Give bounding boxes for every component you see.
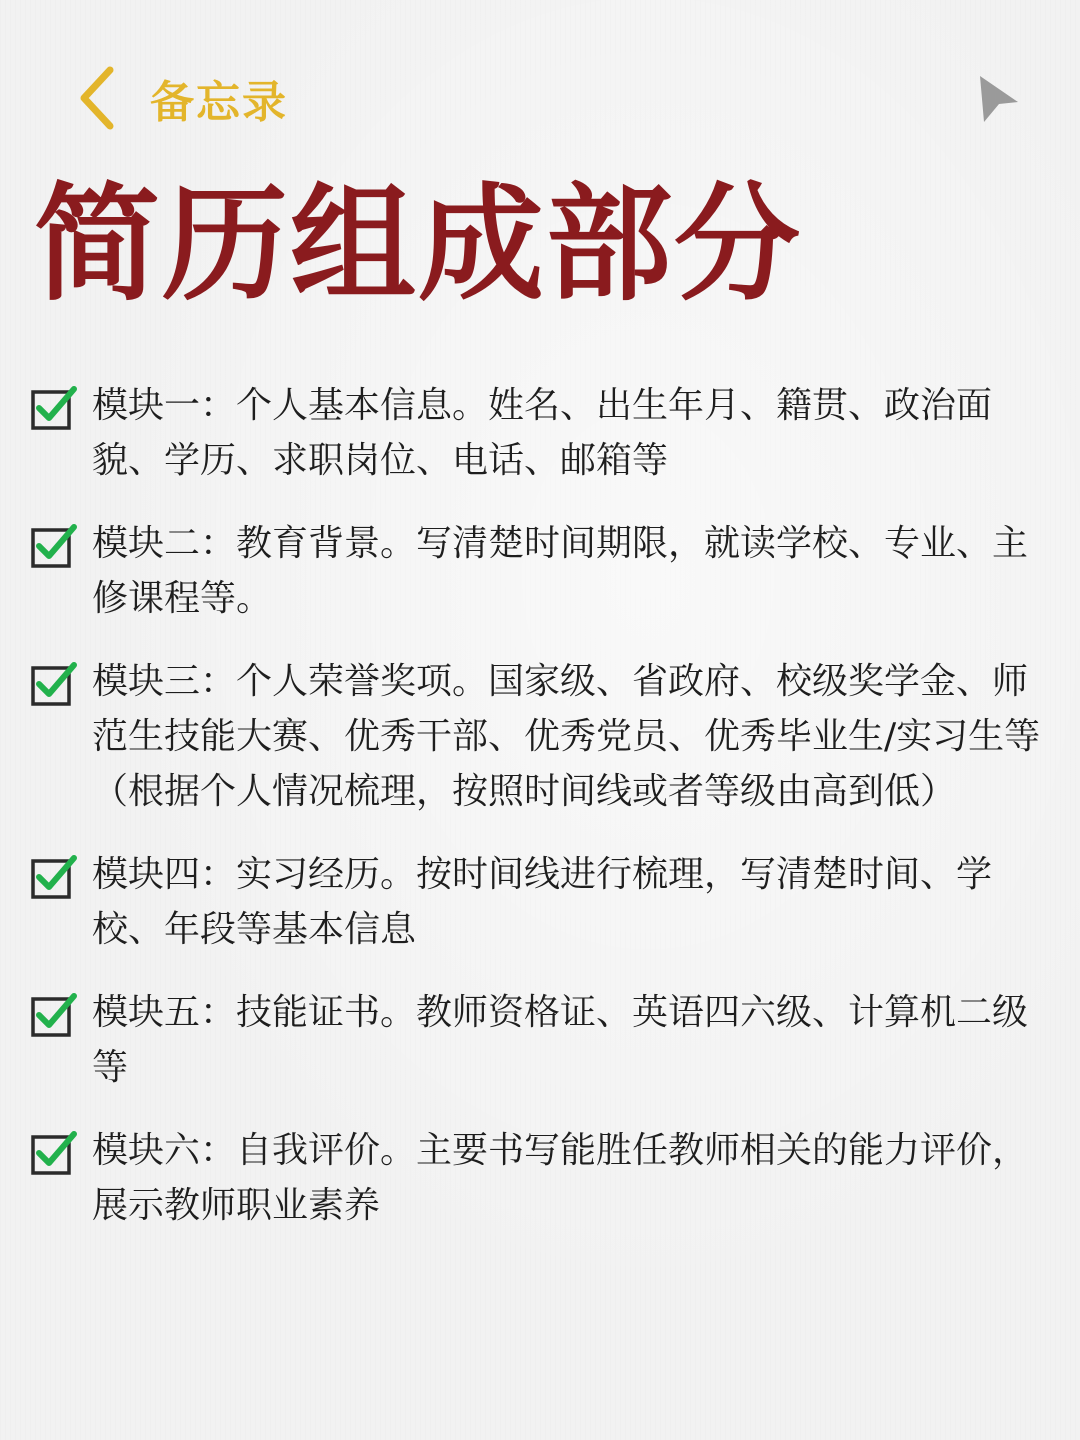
- list-item-module-6: [0, 1123, 1080, 1233]
- module-list: [0, 378, 1080, 1261]
- list-item-module-4: [0, 847, 1080, 957]
- checkbox-checked-icon: [30, 522, 78, 570]
- list-item-module-2: [0, 516, 1080, 626]
- list-item-text: 模块四：实习经历。按时间线进行梳理，写清楚时间、学校、年段等基本信息: [92, 854, 993, 950]
- back-button-label: 备忘录: [150, 77, 288, 128]
- checkbox-checked-icon: [30, 991, 78, 1039]
- list-item-text: 模块五：技能证书。教师资格证、英语四六级、计算机二级等: [92, 992, 1029, 1088]
- list-item-module-3: [0, 654, 1080, 819]
- share-arrow-icon[interactable]: [972, 72, 1024, 128]
- list-item-text: 模块三：个人荣誉奖项。国家级、省政府、校级奖学金、师范生技能大赛、优秀干部、优秀党员、优秀毕业生/实习生等（根据个人情况梳理，按照时间线或者等级由高到低）: [92, 661, 1041, 812]
- list-item-module-1: [0, 378, 1080, 488]
- list-item-module-5: [0, 985, 1080, 1095]
- chevron-left-icon: [70, 64, 126, 132]
- list-item-text: 模块二：教育背景。写清楚时间期限，就读学校、专业、主修课程等。: [92, 523, 1029, 619]
- back-button[interactable]: [70, 64, 300, 132]
- checkbox-checked-icon: [30, 660, 78, 708]
- page-title: 简历组成部分: [34, 171, 802, 318]
- top-nav-bar: [0, 60, 1080, 140]
- list-item-text: 模块一：个人基本信息。姓名、出生年月、籍贯、政治面貌、学历、求职岗位、电话、邮箱等: [92, 385, 993, 481]
- list-item-text: 模块六：自我评价。主要书写能胜任教师相关的能力评价，展示教师职业素养: [92, 1130, 1029, 1226]
- checkbox-checked-icon: [30, 1129, 78, 1177]
- checkbox-checked-icon: [30, 384, 78, 432]
- checkbox-checked-icon: [30, 853, 78, 901]
